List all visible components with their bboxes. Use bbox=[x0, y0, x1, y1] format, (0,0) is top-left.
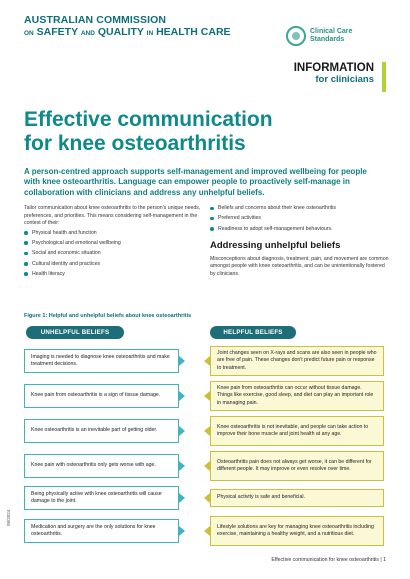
unhelpful-beliefs-heading: UNHELPFUL BELIEFS bbox=[26, 326, 124, 339]
helpful-belief: Lifestyle solutions are key for managing knee osteoarthritis including exercise, maintaining a healthy weight, and a nutritious diet. bbox=[210, 516, 384, 546]
information-label: INFORMATION bbox=[293, 62, 374, 74]
list-item: Cultural identity and practices bbox=[24, 261, 204, 269]
unhelpful-belief: Knee pain with osteoarthritis only gets worse with age. bbox=[24, 454, 179, 478]
clinical-care-standards-logo bbox=[286, 26, 352, 46]
unhelpful-belief: Medication and surgery are the only solutions for knee osteoarthritis. bbox=[24, 519, 179, 543]
misconceptions-paragraph: Misconceptions about diagnosis, treatment, pain, and movement are common amongst people with knee osteoarthritis, and can be unintentionally fostered by clinicians. bbox=[210, 255, 389, 278]
helpful-belief: Joint changes seen on X-rays and scans are also seen in people who are free of pain. These changes don't predict future pain or response to treatment. bbox=[210, 346, 384, 376]
context-paragraph: Tailor communication about knee osteoarthritis to the person's unique needs, preferences, and priorities. This means considering self-management in the context of their: bbox=[24, 205, 201, 227]
right-column bbox=[210, 205, 390, 279]
document-code: 08/2024 bbox=[6, 509, 11, 526]
helpful-belief: Osteoarthritis pain does not always get worse, it can be different for different people. It may improve or even resolve over time. bbox=[210, 451, 384, 481]
unhelpful-belief: Imaging is needed to diagnose knee osteoarthritis and make treatment decisions. bbox=[24, 349, 179, 373]
list-item: Readiness to adopt self-management behaviours. bbox=[210, 226, 390, 234]
standards-line2: Standards bbox=[310, 36, 345, 43]
intro-paragraph: A person-centred approach supports self-management and improved wellbeing for people with knee osteoarthritis. Language can empower people to proactively self-manage in collaboration with clinicians and address any unhelpful beliefs. bbox=[24, 167, 367, 197]
for-clinicians-label: for clinicians bbox=[315, 74, 374, 85]
page-title: Effective communication for knee osteoarthritis bbox=[24, 108, 273, 155]
standards-logo-icon bbox=[286, 26, 306, 46]
page-footer: Effective communication for knee osteoarthritis | 1 bbox=[271, 557, 386, 563]
unhelpful-belief: Knee pain from osteoarthritis is a sign of tissue damage. bbox=[24, 384, 179, 408]
helpful-belief: Knee osteoarthritis is not inevitable, and people can take action to improve their bone muscle and joint health at any age. bbox=[210, 416, 384, 446]
commission-logo bbox=[24, 14, 231, 38]
audience-label bbox=[266, 62, 386, 92]
list-item: Psychological and emotional wellbeing bbox=[24, 240, 204, 248]
left-column bbox=[24, 205, 204, 281]
list-item: Beliefs and concerns about their knee osteoarthritis bbox=[210, 205, 390, 213]
helpful-belief: Physical activity is safe and beneficial. bbox=[210, 489, 384, 507]
unhelpful-belief: Being physically active with knee osteoarthritis will cause damage to the joint. bbox=[24, 486, 179, 510]
org-name-line1: AUSTRALIAN COMMISSION bbox=[24, 14, 167, 26]
list-item: Preferred activities bbox=[210, 215, 390, 223]
context-list bbox=[24, 230, 204, 279]
list-item: Health literacy bbox=[24, 271, 204, 279]
helpful-belief: Knee pain from osteoarthritis can occur without tissue damage. Things like exercise, good sleep, and diet can play an important role in managing pain. bbox=[210, 381, 384, 411]
list-item: Physical health and function bbox=[24, 230, 204, 238]
helpful-beliefs-heading: HELPFUL BELIEFS bbox=[210, 326, 296, 339]
section-heading: Addressing unhelpful beliefs bbox=[210, 240, 341, 252]
list-item: Social and economic situation bbox=[24, 250, 204, 258]
figure-caption: Figure 1: Helpful and unhelpful beliefs about knee osteoarthritis bbox=[24, 313, 192, 319]
context-list-continued bbox=[210, 205, 390, 233]
standards-line1: Clinical Care bbox=[310, 27, 353, 35]
org-name-line2: ON SAFETY AND QUALITY IN HEALTH CARE bbox=[24, 26, 231, 39]
unhelpful-belief: Knee osteoarthritis is an inevitable part of getting older. bbox=[24, 419, 179, 443]
